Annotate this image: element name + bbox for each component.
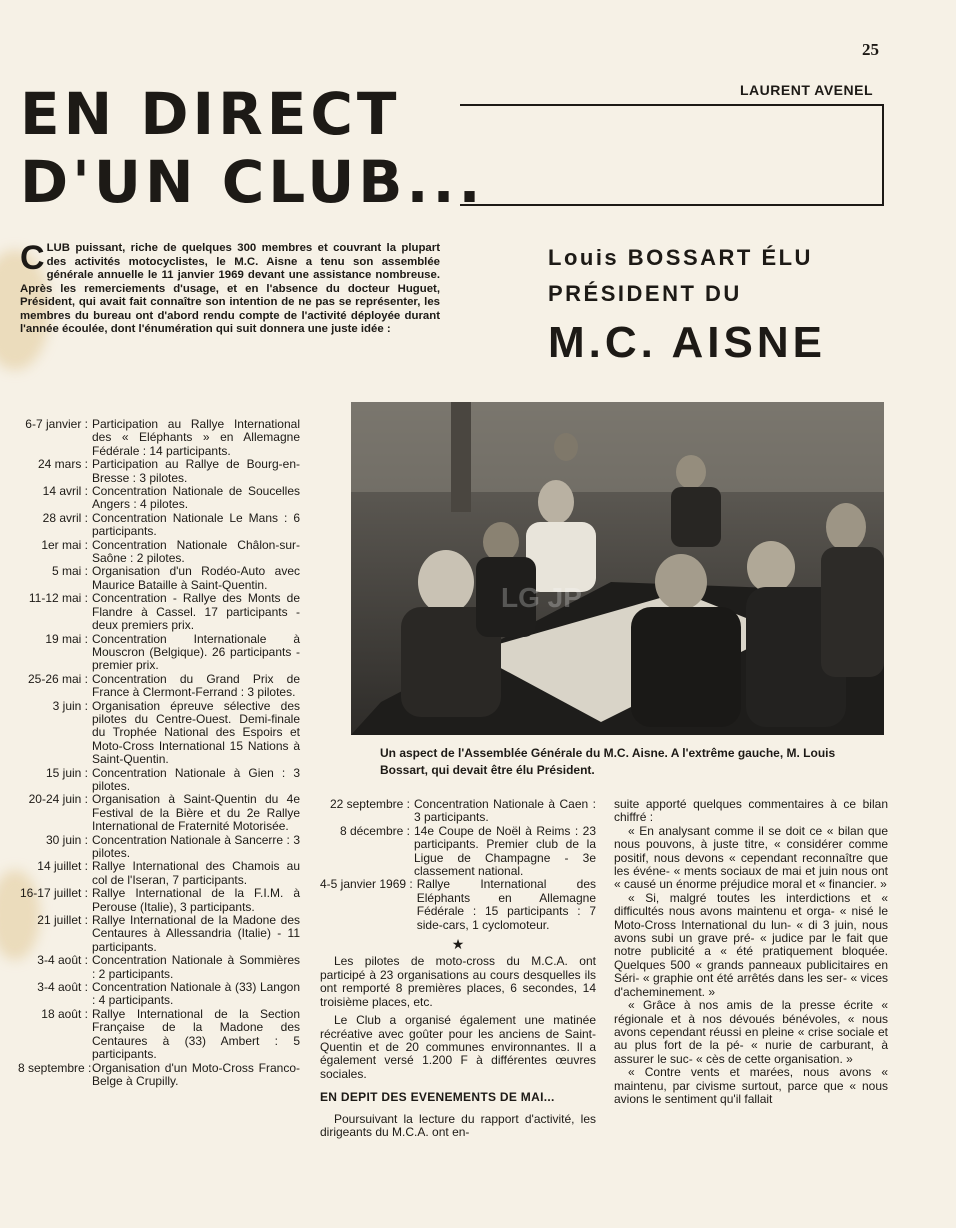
activity-date: 21 juillet : bbox=[37, 913, 88, 928]
headline bbox=[20, 80, 485, 216]
activity-date: 4-5 janvier 1969 : bbox=[320, 877, 413, 892]
activity-date: 14 avril : bbox=[42, 484, 88, 499]
author-byline: LAURENT AVENEL bbox=[740, 82, 873, 98]
activity-date: 24 mars : bbox=[37, 457, 88, 472]
quote-paragraph: « Grâce à nos amis de la presse écrite « régionale et à nos dévoués bénévoles, « nous avons cependant réussi en pleine « crise sociale et au plus fort de la pé- « nurie de carburant, à assurer le suc- « cès de cette organisation. » bbox=[614, 998, 888, 1066]
lead-paragraph bbox=[20, 239, 440, 337]
photo-illustration bbox=[351, 402, 884, 735]
activity-item bbox=[18, 834, 300, 861]
activity-text: Participation au Rallye International des « Eléphants » en Allemagne Fédérale : 14 participants. bbox=[92, 417, 300, 458]
paragraph: Poursuivant la lecture du rapport d'activité, les dirigeants du M.C.A. ont en- bbox=[320, 1111, 596, 1139]
activity-date: 25-26 mai : bbox=[27, 671, 88, 686]
activity-date: 20-24 juin : bbox=[28, 792, 88, 807]
activity-item bbox=[18, 458, 300, 485]
activity-text: Organisation à Saint-Quentin du 4e Festival de la Bière et du 2e Rallye International de Fraternité Motorisée. bbox=[92, 792, 300, 834]
activity-text: Rallye International de la F.I.M. à Perouse (Italie), 3 participants. bbox=[92, 886, 300, 914]
activity-text: Concentration Nationale à (33) Langon : 4 participants. bbox=[92, 980, 300, 1008]
activity-text: Concentration du Grand Prix de France à Clermont-Ferrand : 3 pilotes. bbox=[92, 671, 300, 700]
club-name-title: M.C. AISNE bbox=[548, 318, 826, 367]
activity-text: 14e Coupe de Noël à Reims : 23 participants. Premier club de la Ligue de Champagne - 3e classement national. bbox=[414, 823, 596, 879]
headline-line-1: EN DIRECT bbox=[20, 80, 401, 148]
activity-text: Concentration - Rallye des Monts de Flandre à Cassel. 17 participants - deux premiers prix. bbox=[92, 591, 300, 633]
activity-date: 8 septembre : bbox=[18, 1060, 92, 1075]
activity-item bbox=[18, 793, 300, 833]
activity-date: 14 juillet : bbox=[37, 859, 88, 874]
activity-text: Organisation épreuve sélective des pilotes du Centre-Ouest. Demi-finale du Trophée National des Espoirs et Moto-Cross International 15 Nations à Saint-Quentin. bbox=[92, 698, 300, 767]
activity-date: 19 mai : bbox=[45, 631, 88, 646]
activity-text: Concentration Nationale Le Mans : 6 participants. bbox=[92, 510, 300, 539]
activity-item bbox=[18, 512, 300, 539]
activity-item bbox=[18, 954, 300, 981]
drop-cap: C bbox=[20, 239, 45, 277]
activity-text: Concentration Nationale à Gien : 3 pilotes. bbox=[92, 765, 300, 793]
activity-text: Concentration Nationale Châlon-sur-Saône : 2 pilotes. bbox=[92, 537, 300, 566]
activity-item bbox=[18, 1008, 300, 1062]
activity-item bbox=[18, 633, 300, 673]
activity-date: 15 juin : bbox=[45, 765, 88, 780]
activity-date: 28 avril : bbox=[42, 510, 88, 525]
activity-list-continued bbox=[320, 798, 596, 932]
activity-text: Concentration Nationale à Sommières : 2 participants. bbox=[92, 953, 300, 981]
activity-item bbox=[320, 878, 596, 932]
activity-date: 18 août : bbox=[41, 1006, 88, 1021]
activity-date: 11-12 mai : bbox=[28, 591, 88, 606]
activity-date: 30 juin : bbox=[45, 832, 88, 847]
activity-item bbox=[18, 418, 300, 458]
activity-date: 8 décembre : bbox=[339, 823, 410, 838]
activity-text: Concentration Internationale à Mouscron (Belgique). 26 participants - premier prix. bbox=[92, 631, 300, 673]
activity-text: Rallye International des Chamois au col de l'Iseran, 7 participants. bbox=[92, 859, 300, 887]
activity-item bbox=[18, 914, 300, 954]
activity-date: 5 mai : bbox=[51, 564, 88, 579]
activity-text: Rallye International de la Section Française de la Madone des Centaures à (33) Ambert : 5 participants. bbox=[92, 1006, 300, 1062]
activity-item bbox=[18, 539, 300, 566]
activity-item bbox=[18, 860, 300, 887]
activity-date: 3-4 août : bbox=[37, 980, 88, 995]
activity-item bbox=[18, 700, 300, 767]
headline-line-2: D'UN CLUB... bbox=[20, 148, 485, 216]
subheadline-line-2: PRÉSIDENT DU bbox=[548, 281, 742, 306]
activity-item bbox=[18, 592, 300, 632]
activity-date: 22 septembre : bbox=[329, 797, 410, 811]
lead-text: LUB puissant, riche de quelques 300 membres et couvrant la plupart des activités motocyclistes, le M.C. Aisne a tenu son assemblée générale annuelle le 11 janvier 1969 devant une assistance nombreuse. Après les remerciements d'usage, et en l'absence du docteur Huguet, Président, qui avait fait connaître son intention de ne pas se représenter, les membres du bureau ont d'abord rendu compte de l'activité déployée durant l'année écoulée, dont l'énumération qui suit donnera une juste idée : bbox=[20, 242, 440, 335]
assembly-photo bbox=[351, 402, 884, 735]
activity-item bbox=[18, 981, 300, 1008]
page-number: 25 bbox=[862, 40, 879, 59]
activity-date: 1er mai : bbox=[41, 537, 88, 552]
activity-item bbox=[320, 798, 596, 825]
activity-date: 3-4 août : bbox=[37, 953, 88, 968]
activity-item bbox=[18, 485, 300, 512]
title-frame bbox=[460, 104, 884, 206]
activity-item bbox=[18, 673, 300, 700]
activity-text: Organisation d'un Moto-Cross Franco-Belge à Crupilly. bbox=[92, 1060, 300, 1088]
quote-paragraph: « En analysant comme il se doit ce « bilan que nous pouvons, à juste titre, « considérer comme positif, nous devons « cependant reconnaître que les événe- « ments sociaux de mai et juin nous ont « causé un énorme préjudice moral et « financier. » bbox=[614, 823, 888, 892]
column-3 bbox=[614, 798, 888, 1106]
quote-paragraph: « Si, malgré toutes les interdictions et « difficultés nous avons maintenu et orga- « nisé le Moto-Cross International du lun- « di 3 juin, nous avons subi un grave pré- « judice par le fait que notre publicité a « été pratiquement bloquée. Quelques 500 « grands panneaux publicitaires en Séri- « graphie ont été arrêtés dans les ser- « vices d'acheminement. » bbox=[614, 890, 888, 999]
photo-watermark: LG JP bbox=[501, 582, 582, 613]
activity-text: Concentration Nationale à Caen : 3 participants. bbox=[414, 797, 596, 825]
paragraph: Le Club a organisé également une matinée récréative avec goûter pour les anciens de Saint-Quentin et de 20 communes environnantes. Il a également versé 1.200 F à différentes œuvres sociales. bbox=[320, 1013, 596, 1081]
activity-list bbox=[18, 418, 300, 1088]
subheadline bbox=[548, 240, 813, 312]
column-2 bbox=[320, 798, 596, 1144]
activity-item bbox=[320, 825, 596, 879]
activity-item bbox=[18, 887, 300, 914]
subheadline-line-1: Louis BOSSART ÉLU bbox=[548, 245, 813, 270]
activity-text: Concentration Nationale à Sancerre : 3 pilotes. bbox=[92, 832, 300, 860]
activity-text: Organisation d'un Rodéo-Auto avec Maurice Bataille à Saint-Quentin. bbox=[92, 564, 300, 592]
activity-date: 16-17 juillet : bbox=[19, 886, 88, 901]
activity-text: Concentration Nationale de Soucelles Angers : 4 pilotes. bbox=[92, 484, 300, 512]
activity-date: 3 juin : bbox=[52, 698, 88, 713]
quote-paragraph: suite apporté quelques commentaires à ce bilan chiffré : bbox=[614, 797, 888, 825]
photo-caption: Un aspect de l'Assemblée Générale du M.C. Aisne. A l'extrême gauche, M. Louis Bossart, qui devait être élu Président. bbox=[380, 746, 836, 777]
star-separator: ★ bbox=[451, 936, 465, 953]
paragraph: Les pilotes de moto-cross du M.C.A. ont participé à 23 organisations au cours desquelles ils ont remporté 8 premières places, 6 secondes, 14 troisième places, etc. bbox=[320, 954, 596, 1009]
activity-text: Rallye International de la Madone des Centaures à Allessandria (Italie) - 11 participants. bbox=[92, 913, 300, 954]
section-heading: EN DEPIT DES EVENEMENTS DE MAI... bbox=[320, 1090, 555, 1105]
activity-item bbox=[18, 1062, 300, 1089]
activity-item bbox=[18, 565, 300, 592]
activity-item bbox=[18, 767, 300, 794]
quote-paragraph: « Contre vents et marées, nous avons « maintenu, par civisme surtout, parce que « nous avions le sentiment qu'il fallait bbox=[614, 1065, 888, 1106]
activity-text: Rallye International des Eléphants en Allemagne Fédérale : 15 participants : 7 side-cars, 1 cyclomoteur. bbox=[416, 877, 596, 932]
activity-text: Participation au Rallye de Bourg-en-Bresse : 3 pilotes. bbox=[92, 457, 300, 485]
activity-date: 6-7 janvier : bbox=[25, 417, 88, 431]
